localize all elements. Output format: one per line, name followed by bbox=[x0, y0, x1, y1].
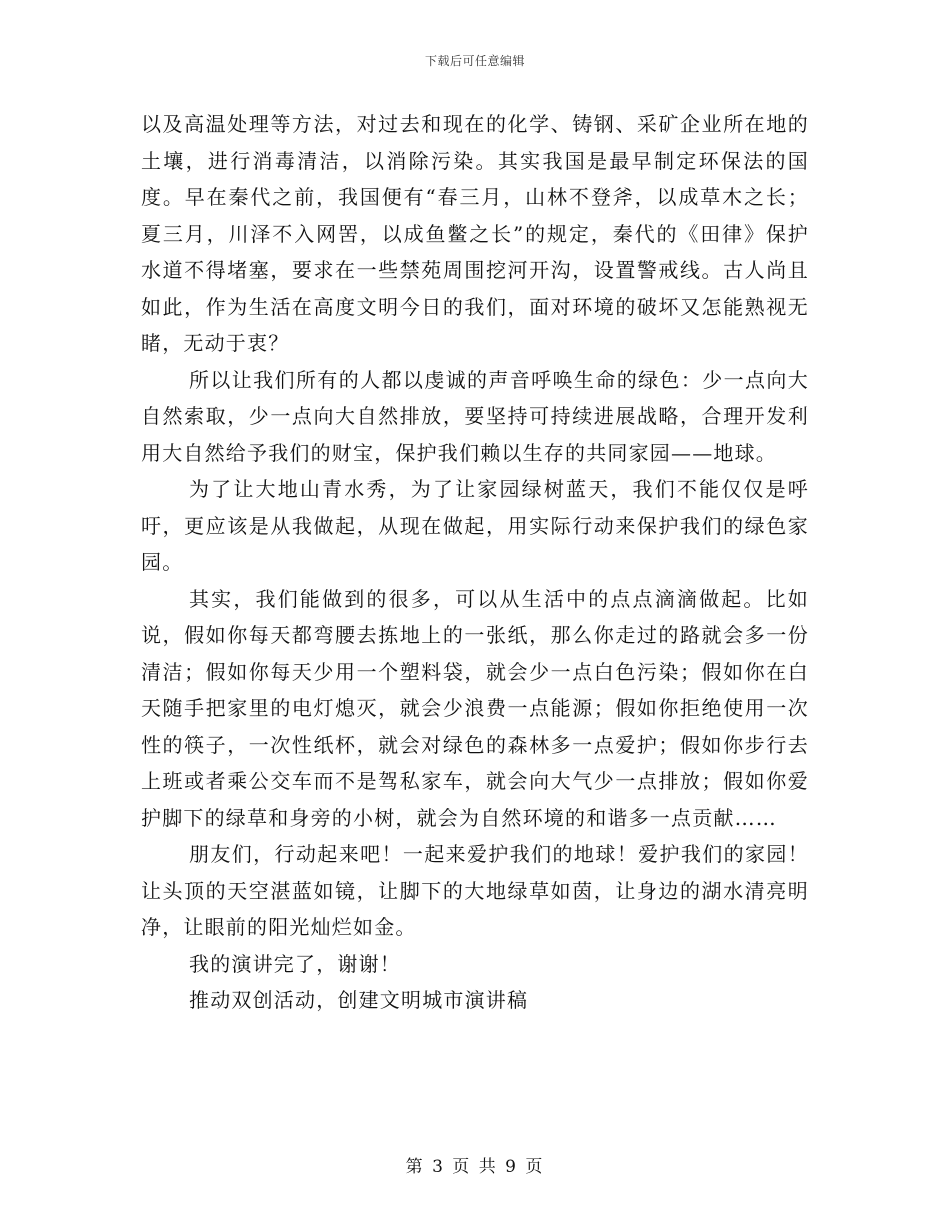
paragraph-call-to-action: 朋友们，行动起来吧！一起来爱护我们的地球！爱护我们的家园！让头顶的天空湛蓝如镜，让脚下的大地绿草如茵，让身边的湖水清亮明净，让眼前的阳光灿烂如金。 bbox=[141, 842, 809, 939]
document-body bbox=[141, 106, 809, 1019]
speech-closing: 我的演讲完了，谢谢！ bbox=[189, 951, 401, 976]
paragraph-call-to-green: 所以让我们所有的人都以虔诚的声音呼唤生命的绿色：少一点向大自然索取，少一点向大自然排放，要坚持可持续进展战略，合理开发利用大自然给予我们的财宝，保护我们赖以生存的共同家园——地球。 bbox=[141, 367, 809, 465]
page-number: 第 3 页 共 9 页 bbox=[405, 1157, 545, 1177]
paragraph-small-actions: 其实，我们能做到的很多，可以从生活中的点点滴滴做起。比如说，假如你每天都弯腰去拣地上的一张纸，那么你走过的路就会多一份清洁；假如你每天少用一个塑料袋，就会少一点白色污染；假如你在白天随手把家里的电灯熄灭，就会少浪费一点能源；假如你拒绝使用一次性的筷子，一次性纸杯，就会对绿色的森林多一点爱护；假如你步行去上班或者乘公交车而不是驾私家车，就会向大气少一点排放；假如你爱护脚下的绿草和身旁的小树，就会为自然环境的和谐多一点贡献…… bbox=[141, 586, 809, 830]
paragraph-continuation: 以及高温处理等方法，对过去和现在的化学、铸钢、采矿企业所在地的土壤，进行消毒清洁，以消除污染。其实我国是最早制定环保法的国度。早在秦代之前，我国便有“春三月，山林不登斧，以成草木之长；夏三月，川泽不入网罟，以成鱼鳖之长”的规定，秦代的《田律》保护水道不得堵塞，要求在一些禁苑周围挖河开沟，设置警戒线。古人尚且如此，作为生活在高度文明今日的我们，面对环境的破坏又怎能熟视无睹，无动于衷？ bbox=[141, 112, 809, 355]
paragraph-start-from-me: 为了让大地山青水秀，为了让家园绿树蓝天，我们不能仅仅是呼吁，更应该是从我做起，从现在做起，用实际行动来保护我们的绿色家园。 bbox=[141, 477, 809, 574]
next-speech-title: 推动双创活动，创建文明城市演讲稿 bbox=[189, 988, 529, 1012]
page-header: 下载后可任意编辑 bbox=[424, 54, 525, 68]
